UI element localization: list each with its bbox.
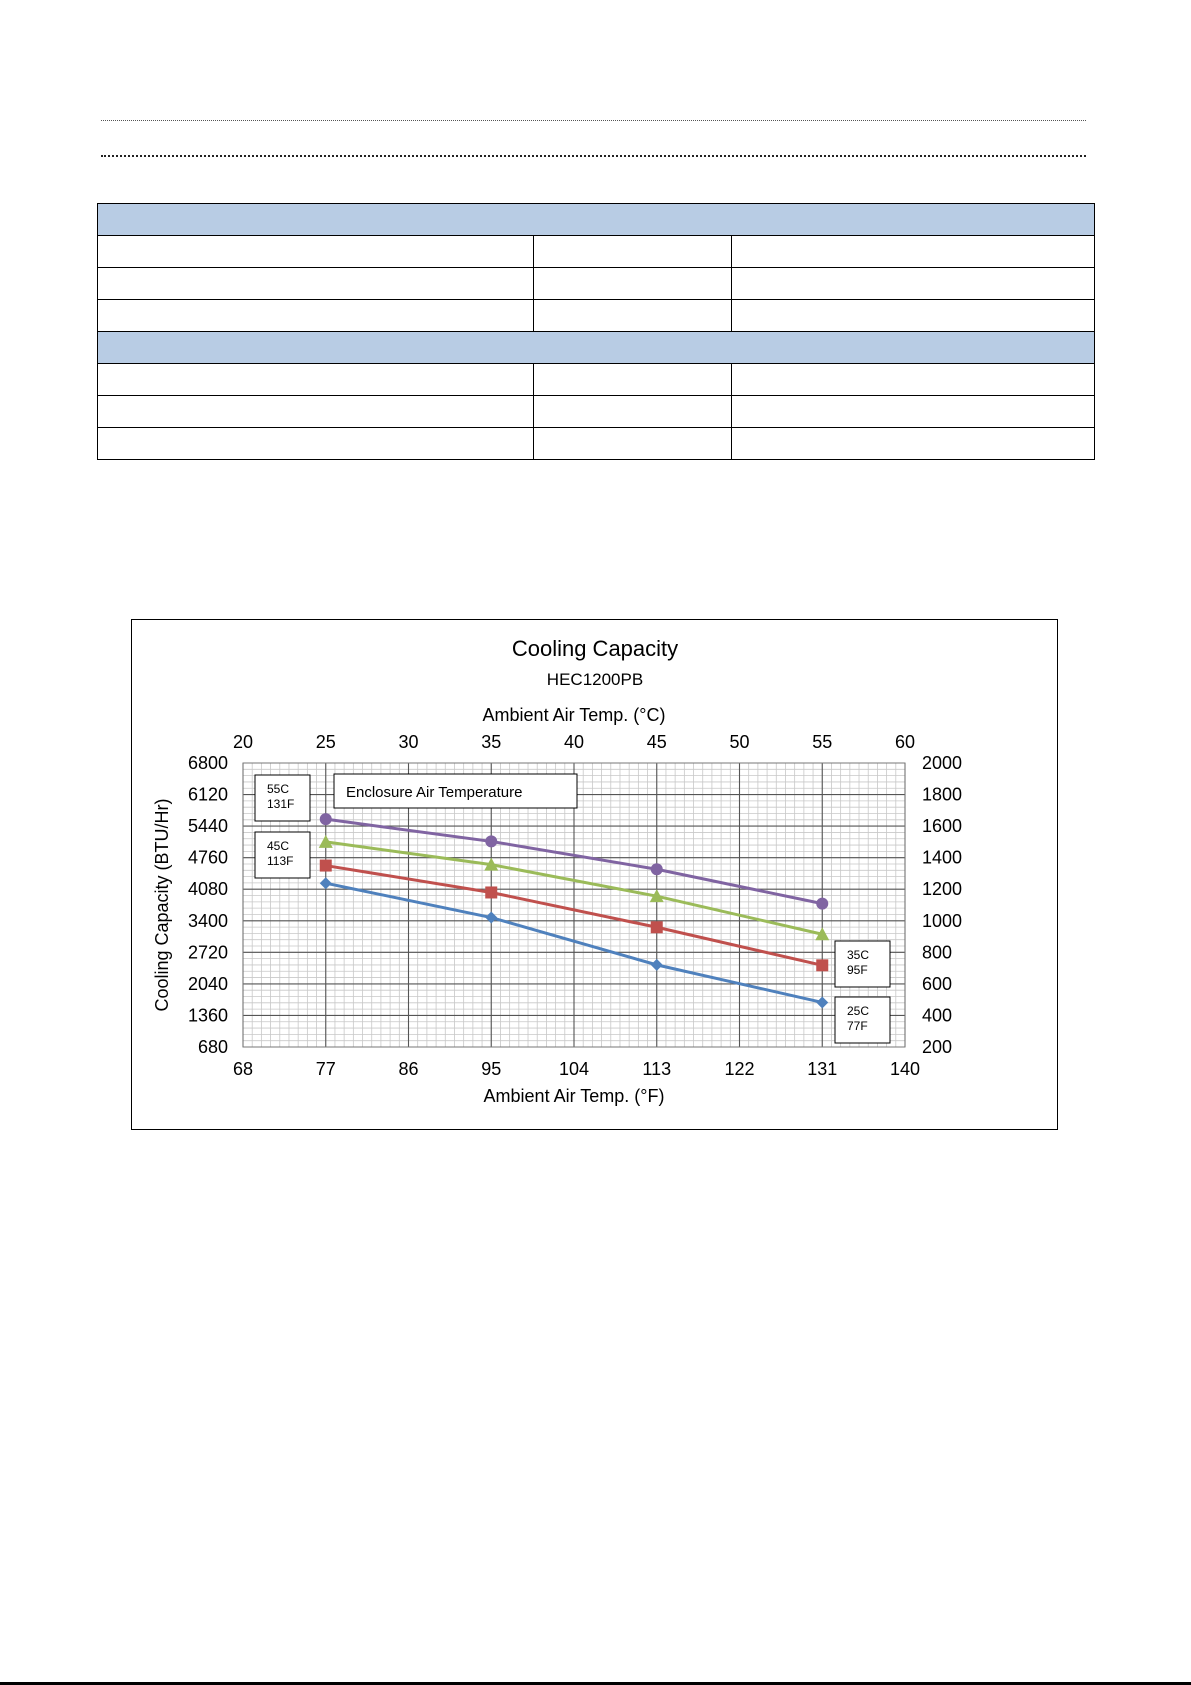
table-row — [98, 396, 1095, 428]
y-tick-label: 2040 — [187, 973, 228, 994]
chart-title: Cooling Capacity — [511, 636, 679, 661]
chart-canvas — [132, 620, 1059, 1131]
y-right-tick-label: 1400 — [922, 847, 963, 868]
y-tick-label: 2720 — [187, 942, 228, 963]
y-tick-label: 6800 — [187, 753, 228, 773]
y-tick-label: 3400 — [187, 910, 228, 931]
x-tick-label: 95 — [481, 1059, 502, 1079]
data-point-circle — [816, 898, 828, 910]
data-point-square — [651, 921, 663, 933]
table-row — [98, 428, 1095, 460]
x-tick-label: 122 — [724, 1059, 755, 1079]
x-top-tick-label: 45 — [646, 732, 667, 752]
x-tick-label: 68 — [232, 1059, 254, 1079]
x-tick-label: 86 — [398, 1059, 419, 1079]
data-point-square — [320, 860, 332, 872]
y-tick-label: 5440 — [187, 816, 228, 837]
x-tick-label: 140 — [889, 1059, 921, 1079]
spec-table — [97, 203, 1095, 460]
y-right-tick-label: 1200 — [922, 879, 963, 900]
x-tick-label: 77 — [315, 1059, 336, 1079]
series-label: 45C — [267, 839, 290, 853]
series-label: 77F — [847, 1019, 868, 1033]
x-tick-label: 104 — [558, 1059, 590, 1079]
data-point-diamond — [320, 877, 332, 889]
series-label: 25C — [847, 1004, 870, 1018]
x-top-tick-label: 60 — [894, 732, 916, 752]
table-row — [98, 268, 1095, 300]
y-right-tick-label: 1800 — [922, 784, 963, 805]
dotted-rule-bottom — [101, 155, 1086, 157]
data-point-square — [485, 886, 497, 898]
table-row — [98, 364, 1095, 396]
table-row — [98, 236, 1095, 268]
x-top-tick-label: 55 — [812, 732, 833, 752]
cooling-capacity-chart — [131, 619, 1058, 1130]
x-top-tick-label: 20 — [232, 732, 254, 752]
data-point-diamond — [485, 912, 497, 924]
x-tick-label: 131 — [807, 1059, 838, 1079]
x-tick-label: 113 — [642, 1059, 672, 1079]
data-point-diamond — [816, 996, 828, 1008]
data-point-square — [816, 959, 828, 971]
legend-title: Enclosure Air Temperature — [346, 784, 523, 801]
data-point-diamond — [651, 959, 663, 971]
series-label: 55C — [267, 782, 290, 796]
x-top-tick-label: 50 — [729, 732, 750, 752]
x-top-tick-label: 25 — [315, 732, 336, 752]
data-point-circle — [651, 863, 663, 875]
x-top-tick-label: 30 — [398, 732, 419, 752]
x-top-tick-label: 40 — [563, 732, 585, 752]
data-point-circle — [320, 813, 332, 825]
series-label: 131F — [267, 797, 295, 811]
y-right-tick-label: 200 — [922, 1037, 953, 1057]
table-section-header — [98, 332, 1095, 364]
y-tick-label: 4760 — [187, 847, 228, 868]
x-top-tick-label: 35 — [481, 732, 502, 752]
table-row — [98, 300, 1095, 332]
series-label: 95F — [847, 963, 868, 977]
chart-subtitle: HEC1200PB — [546, 670, 644, 689]
y-right-tick-label: 1600 — [922, 816, 963, 837]
series-label: 113F — [267, 854, 294, 868]
y-right-tick-label: 2000 — [922, 753, 963, 773]
y-tick-label: 6120 — [187, 784, 228, 805]
dotted-rule-top — [101, 120, 1086, 121]
data-point-circle — [485, 835, 497, 847]
series-label: 35C — [847, 948, 870, 962]
y-right-tick-label: 1000 — [922, 910, 963, 931]
y-right-tick-label: 400 — [922, 1005, 953, 1026]
y-axis-label: Cooling Capacity (BTU/Hr) — [152, 798, 172, 1012]
y-tick-label: 1360 — [187, 1005, 228, 1026]
table-section-header — [98, 204, 1095, 236]
x-axis-label: Ambient Air Temp. (°F) — [483, 1086, 665, 1106]
y-tick-label: 4080 — [187, 879, 228, 900]
y-tick-label: 680 — [197, 1037, 228, 1057]
y-right-tick-label: 800 — [922, 942, 953, 963]
x-top-axis-label: Ambient Air Temp. (°C) — [482, 705, 666, 725]
y-right-tick-label: 600 — [922, 973, 953, 994]
